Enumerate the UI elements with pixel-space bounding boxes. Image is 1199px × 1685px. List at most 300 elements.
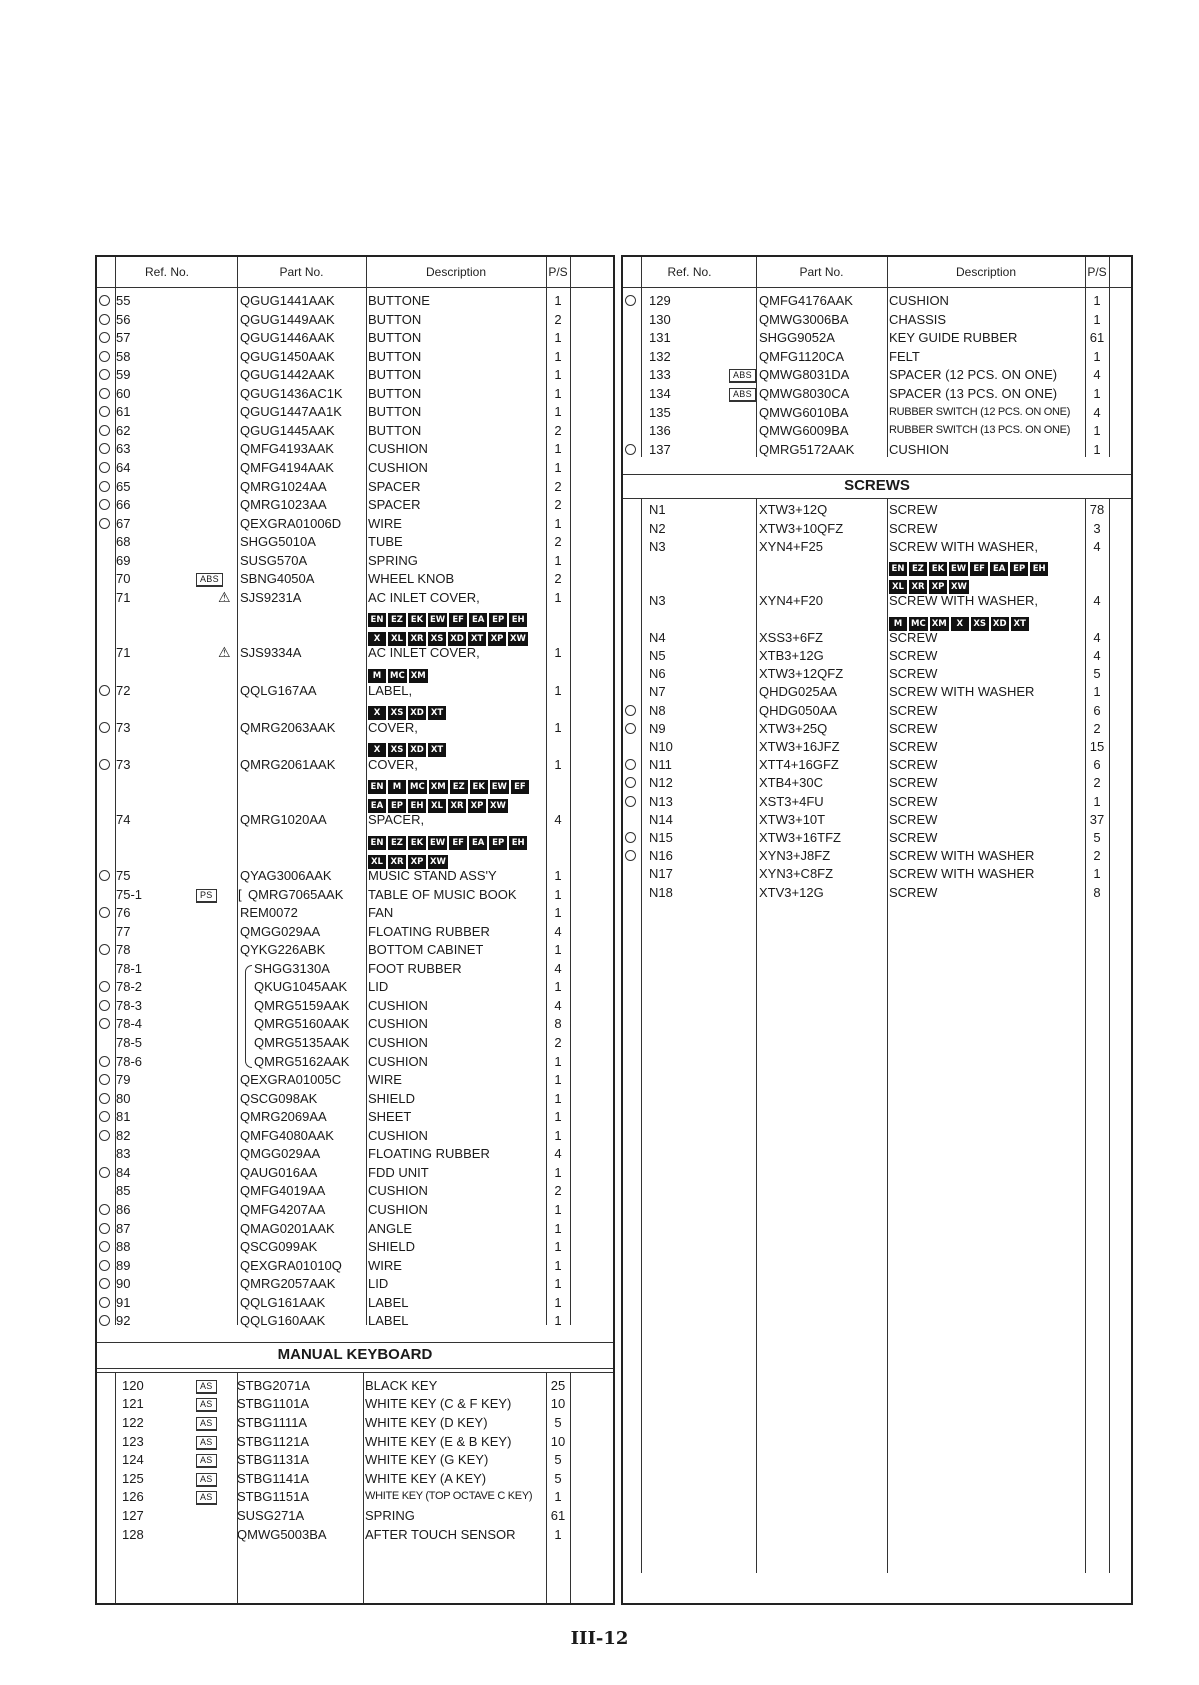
table-row — [97, 421, 613, 440]
part-no: STBG1101A — [237, 1396, 310, 1412]
quantity: 1 — [554, 682, 562, 698]
region-code-badge: MC — [410, 782, 425, 793]
region-code-badge: EA — [469, 613, 487, 627]
quantity: 1 — [554, 645, 562, 661]
part-no: QMRG2069AA — [240, 1109, 327, 1125]
region-code-row — [97, 606, 613, 625]
region-code-row — [97, 829, 613, 848]
region-code-badge: EP — [489, 613, 507, 627]
region-code-badge: XT — [428, 706, 446, 720]
table-row — [97, 1014, 613, 1033]
description: WIRE — [368, 515, 402, 531]
description: FLOATING RUBBER — [368, 1146, 490, 1162]
description: RUBBER SWITCH (13 PCS. ON ONE) — [889, 424, 1071, 437]
part-no: XYN3+C8FZ — [759, 866, 834, 882]
tag-badge: AS — [196, 1380, 217, 1394]
circle-mark-icon — [99, 722, 110, 733]
quantity: 1 — [554, 515, 562, 531]
quantity: 1 — [554, 589, 562, 605]
region-code-row — [623, 610, 1131, 629]
ref-no: N11 — [649, 757, 672, 773]
description: SCREW — [889, 739, 938, 754]
ref-no: 63 — [116, 441, 131, 457]
header-part-no: Part No. — [279, 265, 324, 279]
ref-no: N5 — [649, 648, 666, 663]
circle-mark-icon — [99, 332, 110, 343]
region-code-badge: XP — [488, 632, 506, 646]
quantity: 4 — [1093, 538, 1101, 554]
region-code-badge: EF — [449, 613, 467, 627]
grouping-bracket — [245, 965, 252, 1068]
circle-mark-icon — [99, 1056, 110, 1067]
tag-badge: AS — [196, 1436, 217, 1450]
table-row — [97, 885, 613, 904]
part-no: QYKG226ABK — [240, 942, 326, 958]
description: AFTER TOUCH SENSOR — [365, 1526, 516, 1542]
description: CHASSIS — [889, 311, 947, 327]
circle-mark-icon — [625, 832, 636, 843]
section-title-screws: SCREWS — [844, 477, 910, 495]
part-no: XSS3+6FZ — [759, 629, 823, 645]
circle-mark-icon — [625, 295, 636, 306]
ref-no: 55 — [116, 293, 131, 308]
part-no: QMWG3006BA — [759, 311, 849, 327]
region-code-badge: XT — [468, 632, 486, 646]
table-row — [97, 1525, 613, 1544]
quantity: 2 — [554, 422, 562, 438]
table-row — [97, 477, 613, 496]
quantity: 2 — [554, 571, 562, 587]
circle-mark-icon — [99, 295, 110, 306]
region-code-badge: XP — [408, 855, 426, 869]
circle-mark-icon — [99, 1315, 110, 1326]
part-no: QAUG016AA — [240, 1164, 318, 1180]
circle-mark-icon — [99, 406, 110, 417]
part-no: QQLG160AAK — [240, 1313, 326, 1329]
bracket-mark: [ — [238, 886, 242, 902]
table-row — [97, 1126, 613, 1145]
table-row — [97, 959, 613, 978]
ps-column-divider — [570, 257, 571, 1325]
region-code-badge: EW — [491, 782, 507, 793]
table-row — [623, 737, 1131, 756]
description: SCREW — [889, 793, 938, 809]
table-row — [97, 365, 613, 384]
region-code-badge: XL — [889, 580, 907, 594]
ref-column-divider — [237, 257, 238, 1325]
description: CUSHION — [368, 459, 428, 475]
part-no: XST3+4FU — [759, 793, 824, 809]
description: SCREW — [889, 811, 938, 827]
header-ps: P/S — [1087, 265, 1107, 279]
circle-mark-icon — [99, 1297, 110, 1308]
quantity: 1 — [554, 1526, 562, 1542]
ref-no: 89 — [116, 1257, 131, 1273]
part-no: XTW3+12QFZ — [759, 666, 844, 682]
description: SCREW — [889, 629, 938, 645]
table-row — [623, 682, 1131, 701]
description: SPACER (12 PCS. ON ONE) — [889, 367, 1058, 383]
circle-mark-icon — [99, 443, 110, 454]
region-code-badge: XR — [448, 799, 466, 813]
circle-mark-icon — [99, 462, 110, 473]
description: CUSHION — [889, 441, 949, 457]
table-row — [97, 1274, 613, 1293]
quantity: 5 — [1093, 830, 1101, 845]
circle-column-divider — [115, 257, 116, 1325]
ref-no: 80 — [116, 1090, 131, 1106]
description: FOOT RUBBER — [368, 960, 462, 976]
quantity: 1 — [554, 942, 562, 958]
description: LABEL — [368, 1294, 409, 1310]
table-row — [97, 1163, 613, 1182]
region-code-badge: M — [368, 669, 386, 683]
quantity: 25 — [550, 1377, 566, 1393]
description: SCREW — [889, 720, 938, 736]
ref-no: 69 — [116, 552, 131, 568]
ref-no: 92 — [116, 1313, 131, 1329]
region-code-badge: XD — [408, 706, 426, 720]
part-no: QMRG1020AA — [240, 812, 327, 828]
description: TUBE — [368, 534, 403, 550]
description: CUSHION — [368, 1035, 428, 1050]
ref-no: N1 — [649, 502, 666, 518]
ref-no: 131 — [649, 330, 671, 346]
ref-no: 68 — [116, 534, 131, 550]
ref-no: 133 — [649, 367, 671, 383]
quantity: 1 — [554, 756, 562, 772]
region-code-badge: EA — [368, 799, 386, 813]
region-code-badge: EZ — [450, 780, 468, 794]
ref-no: 65 — [116, 478, 131, 494]
circle-mark-icon — [625, 759, 636, 770]
part-no: QMRG1023AA — [240, 497, 327, 513]
quantity: 2 — [1093, 848, 1101, 864]
quantity: 6 — [1093, 757, 1101, 773]
region-code-badge: XL — [388, 632, 406, 646]
ref-no: N15 — [649, 830, 673, 845]
ref-no: 79 — [116, 1072, 131, 1088]
section-divider — [97, 1342, 613, 1343]
part-no: QMRG5159AAK — [254, 997, 350, 1013]
ref-no: N17 — [649, 866, 673, 882]
part-no: QMWG8030CA — [759, 386, 850, 401]
quantity: 1 — [1093, 311, 1101, 327]
header-ps: P/S — [548, 265, 568, 279]
region-code-badge: EH — [1030, 562, 1048, 576]
part-no: QMRG5172AAK — [759, 441, 855, 457]
header-divider — [623, 287, 1131, 288]
part-no: QEXGRA01005C — [240, 1072, 342, 1088]
region-code-badge: XM — [931, 618, 947, 629]
description: WIRE — [368, 1257, 402, 1273]
ref-no: 57 — [116, 330, 131, 346]
quantity: 1 — [1093, 684, 1101, 700]
circle-mark-icon — [99, 518, 110, 529]
description: SCREW — [889, 830, 938, 845]
quantity: 5 — [554, 1452, 562, 1468]
table-row — [97, 996, 613, 1015]
table-row — [97, 1293, 613, 1312]
description: AC INLET COVER, — [368, 645, 480, 661]
ref-no: 78-6 — [116, 1053, 143, 1069]
ref-no: 90 — [116, 1276, 131, 1292]
ref-no: 77 — [116, 923, 131, 939]
quantity: 1 — [554, 979, 562, 995]
description: COVER, — [368, 756, 418, 772]
table-row — [623, 537, 1131, 556]
quantity: 78 — [1089, 502, 1105, 518]
part-no: SJS9231A — [240, 589, 302, 605]
circle-mark-icon — [99, 481, 110, 492]
quantity: 1 — [554, 1313, 562, 1329]
ref-no: 75 — [116, 868, 131, 884]
part-no: QSCG098AK — [240, 1090, 318, 1106]
description: WHITE KEY (E & B KEY) — [365, 1433, 512, 1449]
table-row — [97, 1052, 613, 1071]
quantity: 15 — [1089, 739, 1105, 754]
table-row — [623, 719, 1131, 738]
table-row — [623, 421, 1131, 440]
tag-badge: ABS — [729, 369, 756, 383]
region-code-badge: XR — [388, 855, 406, 869]
quantity: 4 — [554, 960, 562, 976]
description: BUTTON — [368, 348, 422, 364]
part-no: XTW3+10T — [759, 811, 826, 827]
table-row — [623, 646, 1131, 665]
circle-mark-icon — [625, 850, 636, 861]
table-row — [97, 1181, 613, 1200]
table-row — [623, 519, 1131, 538]
quantity: 1 — [554, 1090, 562, 1106]
part-no: QMRG2063AAK — [240, 719, 336, 735]
ref-no: 125 — [122, 1470, 144, 1486]
table-row — [97, 1311, 613, 1330]
ref-no: 129 — [649, 293, 671, 308]
ref-no: N16 — [649, 848, 673, 864]
description: FAN — [368, 905, 394, 921]
quantity: 37 — [1089, 811, 1105, 827]
part-no: STBG1151A — [237, 1489, 310, 1505]
description: LABEL, — [368, 682, 413, 698]
region-code-badge: MC — [911, 618, 926, 629]
table-row — [97, 1413, 613, 1432]
region-code-badge: EK — [470, 780, 488, 794]
part-no: QGUG1441AAK — [240, 293, 335, 308]
quantity: 2 — [1093, 775, 1101, 791]
table-row — [623, 628, 1131, 647]
quantity: 1 — [1093, 293, 1101, 308]
region-code-badge: XD — [408, 743, 426, 757]
ref-no: 71 — [116, 589, 131, 605]
part-no: REM0072 — [240, 905, 298, 921]
part-no: QEXGRA01006D — [240, 515, 342, 531]
table-row — [97, 569, 613, 588]
description: BUTTON — [368, 385, 422, 401]
region-code-badge: EK — [408, 836, 426, 850]
region-code-badge: EW — [951, 564, 967, 574]
header-ref-no: Ref. No. — [144, 265, 189, 279]
ref-no: 126 — [122, 1489, 144, 1505]
circle-column-divider — [641, 498, 642, 1573]
circle-mark-icon — [99, 1204, 110, 1215]
description: BUTTON — [368, 311, 422, 327]
table-row — [97, 1432, 613, 1451]
table-row — [97, 291, 613, 310]
table-row — [97, 1394, 613, 1413]
quantity: 1 — [554, 385, 562, 401]
table-row — [623, 500, 1131, 519]
quantity: 4 — [554, 1146, 562, 1162]
description: COVER, — [368, 719, 418, 735]
description: SCREW WITH WASHER — [889, 848, 1035, 864]
part-no: QMRG2061AAK — [240, 756, 336, 772]
table-row — [97, 588, 613, 607]
quantity: 1 — [1093, 866, 1101, 882]
table-row — [97, 643, 613, 662]
part-column-divider — [366, 257, 367, 1325]
description: SCREW WITH WASHER — [889, 684, 1035, 700]
table-row — [97, 977, 613, 996]
region-code-badge: EK — [408, 613, 426, 627]
part-no: QGUG1449AAK — [240, 311, 335, 327]
description: BUTTON — [368, 404, 422, 420]
tag-badge: AS — [196, 1454, 217, 1468]
quantity: 4 — [1093, 593, 1101, 609]
quantity: 2 — [554, 478, 562, 494]
region-code-row — [97, 773, 613, 792]
table-row — [97, 1256, 613, 1275]
region-code-badge: XM — [410, 671, 426, 681]
ref-no: 135 — [649, 404, 671, 420]
quantity: 1 — [554, 886, 562, 902]
ref-no: 128 — [122, 1526, 144, 1542]
ref-no: 78-2 — [116, 979, 143, 995]
warning-icon: ⚠ — [218, 588, 231, 605]
circle-mark-icon — [99, 1278, 110, 1289]
desc-column-divider — [546, 257, 547, 1325]
region-code-badge: XS — [388, 706, 406, 720]
part-no: QKUG1045AAK — [254, 979, 348, 995]
ref-no: 74 — [116, 812, 131, 828]
description: SCREW WITH WASHER, — [889, 593, 1039, 609]
part-no: SHGG3130A — [254, 960, 330, 976]
region-code-badge: EH — [408, 799, 426, 813]
part-no: STBG2071A — [237, 1377, 310, 1393]
description: WHITE KEY (D KEY) — [365, 1415, 488, 1430]
circle-mark-icon — [99, 388, 110, 399]
quantity: 61 — [1089, 330, 1105, 346]
region-code-badge: XL — [428, 799, 446, 813]
description: SHIELD — [368, 1239, 415, 1255]
part-no: QMFG4080AAK — [240, 1127, 334, 1143]
circle-mark-icon — [99, 907, 110, 918]
desc-column-divider — [1085, 498, 1086, 1573]
region-code-badge: EN — [368, 613, 386, 627]
circle-mark-icon — [99, 981, 110, 992]
region-code-badge: XT — [1011, 617, 1029, 631]
quantity: 1 — [554, 293, 562, 308]
quantity: 2 — [1093, 720, 1101, 736]
ref-no: 67 — [116, 515, 131, 531]
circle-mark-icon — [99, 1241, 110, 1252]
quantity: 1 — [554, 367, 562, 383]
description: TABLE OF MUSIC BOOK — [368, 886, 517, 902]
table-row — [97, 439, 613, 458]
part-no: STBG1141A — [237, 1470, 310, 1486]
quantity: 2 — [554, 311, 562, 327]
region-code-badge: EA — [469, 836, 487, 850]
ps-column-divider — [1109, 257, 1110, 457]
ps-column-divider — [1109, 498, 1110, 1573]
part-no: QMRG5135AAK — [254, 1035, 350, 1050]
quantity: 1 — [554, 552, 562, 568]
quantity: 1 — [554, 348, 562, 364]
region-code-badge: EF — [449, 836, 467, 850]
part-no: XTT4+16GFZ — [759, 757, 839, 773]
table-row — [97, 532, 613, 551]
region-code-badge: EP — [489, 836, 507, 850]
region-code-badge: XS — [971, 617, 989, 631]
part-no: QMRG2057AAK — [240, 1276, 336, 1292]
region-code-badge: XW — [430, 856, 446, 867]
region-code-badge: XW — [510, 633, 526, 644]
circle-mark-icon — [99, 314, 110, 325]
quantity: 1 — [554, 1489, 562, 1505]
table-row — [97, 1089, 613, 1108]
tag-badge: ABS — [729, 388, 756, 402]
region-code-badge: EN — [889, 562, 907, 576]
quantity: 6 — [1093, 702, 1101, 718]
quantity: 1 — [554, 905, 562, 921]
circle-mark-icon — [99, 425, 110, 436]
part-no: XTV3+12G — [759, 884, 824, 900]
part-no: QMGG029AA — [240, 1146, 321, 1162]
circle-column-divider — [641, 257, 642, 457]
table-row — [97, 1200, 613, 1219]
ref-no: N4 — [649, 629, 666, 645]
table-row — [97, 402, 613, 421]
ref-no: N3 — [649, 593, 666, 609]
section-title-manual-keyboard: MANUAL KEYBOARD — [277, 1345, 433, 1363]
part-no: STBG1111A — [237, 1415, 308, 1430]
page-number: III-12 — [570, 1628, 629, 1649]
description: SPACER (13 PCS. ON ONE) — [889, 386, 1058, 401]
header-ref-no: Ref. No. — [667, 265, 712, 279]
circle-mark-icon — [99, 1130, 110, 1141]
ref-no: N12 — [649, 775, 673, 791]
description: LABEL — [368, 1313, 409, 1329]
ref-no: 86 — [116, 1201, 131, 1217]
part-no: QMFG4194AAK — [240, 459, 334, 475]
description: KEY GUIDE RUBBER — [889, 330, 1018, 346]
region-code-badge: EA — [990, 562, 1008, 576]
ref-no: 134 — [649, 386, 671, 401]
circle-mark-icon — [625, 777, 636, 788]
region-code-badge: EZ — [388, 613, 406, 627]
quantity: 1 — [554, 868, 562, 884]
description: WHITE KEY (G KEY) — [365, 1452, 489, 1468]
desc-column-divider — [546, 1372, 547, 1603]
quantity: 1 — [554, 1072, 562, 1088]
ref-no: 75-1 — [116, 886, 143, 902]
description: ANGLE — [368, 1220, 413, 1236]
tag-badge: AS — [196, 1491, 217, 1505]
region-code-badge: EP — [388, 799, 406, 813]
quantity: 1 — [554, 1220, 562, 1236]
circle-mark-icon — [99, 685, 110, 696]
tag-badge: PS — [196, 889, 217, 903]
